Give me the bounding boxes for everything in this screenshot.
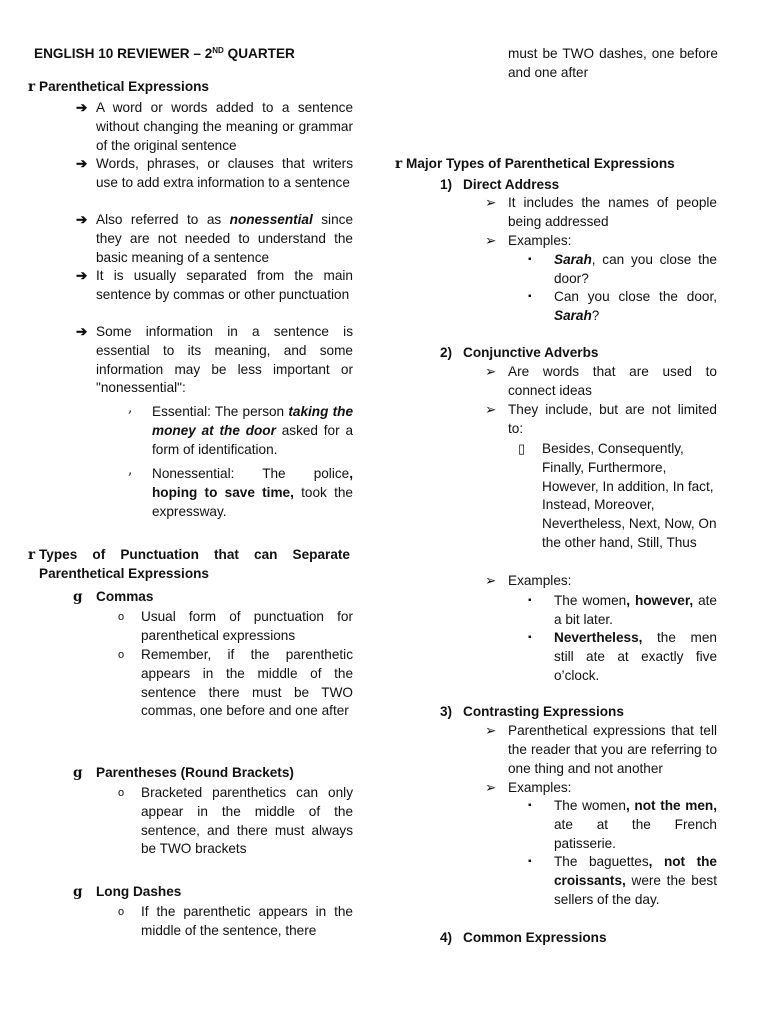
circle-bullet-icon: o: [118, 611, 125, 623]
bullet-separated: ➔ It is usually separated from the main sentence by commas or other punctuation: [76, 268, 353, 302]
contrasting-examples: ➢ Examples:: [485, 779, 717, 798]
bullet-nonessential: ➔ Also referred to as nonessential since they are not needed to understand the basic meaning of a sentence: [76, 212, 353, 265]
chevron-bullet-icon: ➢: [485, 573, 497, 588]
direct-address-examples: ➢ Examples:: [485, 232, 717, 251]
arrow-icon: ➔: [76, 156, 88, 171]
circle-bullet-icon: o: [118, 649, 125, 661]
contrasting-example-2: ▪ The baguettes, not the croissants, were the best sellers of the day.: [528, 854, 717, 907]
square-bullet-icon: ▪: [528, 632, 532, 643]
section-marker-icon: r: [395, 156, 403, 172]
conjunctive-bullet-2: ➢ They include, but are not limited to:: [485, 402, 717, 436]
conjunctive-examples: ➢ Examples:: [485, 572, 717, 591]
chevron-bullet-icon: ➢: [485, 233, 497, 248]
comma-marker-icon: ,: [128, 462, 133, 478]
type-direct-address: 1) Direct Address: [440, 176, 720, 195]
chevron-bullet-icon: ➢: [485, 195, 497, 210]
section-marker-icon: r: [28, 79, 36, 95]
square-bullet-icon: ▪: [528, 291, 532, 302]
conjunctive-bullet-1: ➢ Are words that are used to connect ideas: [485, 364, 717, 398]
page-title: ENGLISH 10 REVIEWER – 2ND QUARTER: [34, 46, 295, 61]
conjunctive-example-1: ▪ The women, however, ate a bit later.: [528, 593, 717, 627]
chevron-bullet-icon: ➢: [485, 402, 497, 417]
bullet-essential-info: ➔ Some information in a sentence is essential to its meaning, and some information may be less important or "nonessential":: [76, 324, 353, 396]
box-bullet-icon: ▯: [518, 441, 526, 456]
dashes-continuation: must be TWO dashes, one before and one after: [508, 46, 718, 80]
section-heading-parenthetical: r Parenthetical Expressions: [28, 79, 209, 95]
subheading-commas: g Commas: [73, 589, 154, 605]
dashes-item-1: o If the parenthetic appears in the middle of the sentence, there: [118, 904, 353, 938]
arrow-icon: ➔: [76, 268, 88, 283]
square-bullet-icon: ▪: [528, 595, 532, 606]
parentheses-item-1: o Bracketed parenthetics can only appear in the middle of the sentence, and there must always be TWO brackets: [118, 785, 353, 857]
type-common-expressions: 4) Common Expressions: [440, 929, 720, 948]
arrow-icon: ➔: [76, 100, 88, 115]
arrow-icon: ➔: [76, 324, 88, 339]
number-label: 3): [440, 704, 453, 719]
example-essential: , Essential: The person taking the money at the door asked for a form of identification.: [128, 400, 354, 457]
bullet-definition: ➔ A word or words added to a sentence without changing the meaning or grammar of the original sentence: [76, 100, 353, 153]
chevron-bullet-icon: ➢: [485, 364, 497, 379]
subheading-parentheses: g Parentheses (Round Brackets): [73, 765, 294, 781]
section-marker-icon: r: [28, 547, 36, 563]
arrow-icon: ➔: [76, 212, 88, 227]
direct-address-example-1: ▪ Sarah, can you close the door?: [528, 252, 717, 286]
contrasting-example-1: ▪ The women, not the men, ate at the French patisserie.: [528, 798, 718, 851]
circle-bullet-icon: o: [118, 787, 125, 799]
g-marker-icon: g: [73, 765, 83, 781]
conjunctive-example-2: ▪ Nevertheless, the men still ate at exactly five o’clock.: [528, 630, 717, 683]
section-heading-punctuation: r Types of Punctuation that can Separate Parenthetical Expressions: [28, 547, 350, 581]
square-bullet-icon: ▪: [528, 856, 532, 867]
number-label: 4): [440, 930, 453, 945]
square-bullet-icon: ▪: [528, 800, 532, 811]
g-marker-icon: g: [73, 589, 83, 605]
section-heading-major-types: r Major Types of Parenthetical Expressions: [395, 156, 675, 172]
number-label: 1): [440, 177, 453, 192]
direct-address-bullet: ➢ It includes the names of people being addressed: [485, 195, 717, 229]
direct-address-example-2: ▪ Can you close the door, Sarah?: [528, 289, 717, 323]
square-bullet-icon: ▪: [528, 254, 532, 265]
conjunctive-adverb-list: ▯ Besides, Consequently, Finally, Furthermore, However, In addition, In fact, Instead, Moreover, Nevertheless, Next, Now, On the other hand, Still, Thus: [518, 441, 717, 550]
comma-marker-icon: ,: [128, 400, 133, 416]
number-label: 2): [440, 345, 453, 360]
circle-bullet-icon: o: [118, 906, 125, 918]
chevron-bullet-icon: ➢: [485, 723, 497, 738]
commas-item-2: o Remember, if the parenthetic appears in the middle of the sentence there must be TWO commas, one before and one after: [118, 647, 353, 719]
type-conjunctive-adverbs: 2) Conjunctive Adverbs: [440, 344, 720, 363]
type-contrasting-expressions: 3) Contrasting Expressions: [440, 703, 720, 722]
subheading-long-dashes: g Long Dashes: [73, 884, 182, 900]
g-marker-icon: g: [73, 884, 83, 900]
commas-item-1: o Usual form of punctuation for parenthetical expressions: [118, 609, 353, 643]
contrasting-bullet-1: ➢ Parenthetical expressions that tell the reader that you are referring to one thing and not another: [485, 723, 717, 776]
bullet-words: ➔ Words, phrases, or clauses that writers use to add extra information to a sentence: [76, 156, 353, 190]
example-nonessential: , Nonessential: The police, hoping to save time, took the expressway.: [128, 462, 353, 519]
chevron-bullet-icon: ➢: [485, 780, 497, 795]
